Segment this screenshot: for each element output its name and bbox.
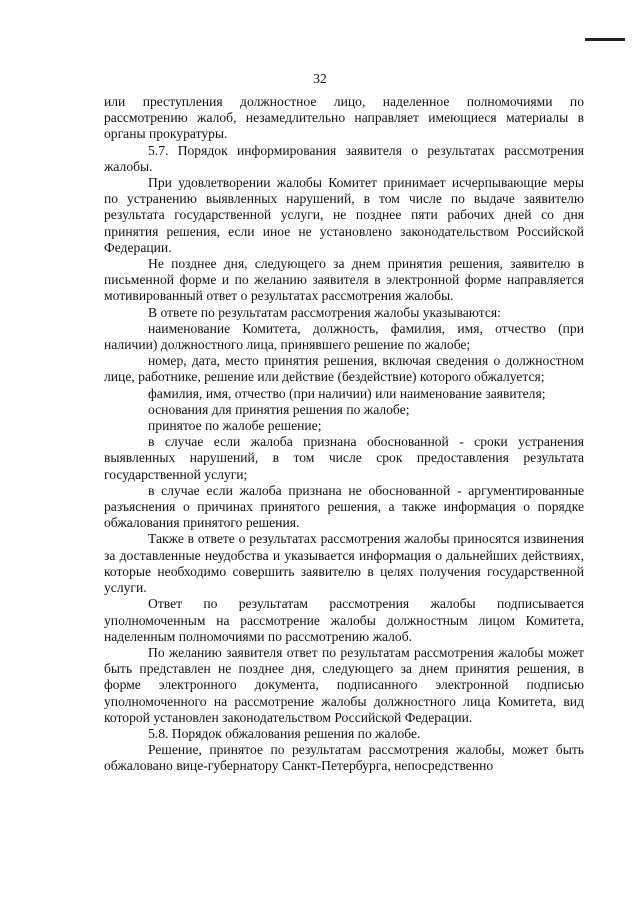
- scan-edge-mark: [585, 38, 625, 41]
- paragraph: Не позднее дня, следующего за днем принятия решения, заявителю в письменной форме и по желанию заявителя в электронной форме направляется мотивированный ответ о результатах рассмотрения жалобы.: [104, 256, 584, 304]
- paragraph: номер, дата, место принятия решения, включая сведения о должностном лице, работнике, решение или действие (бездействие) которого обжалуется;: [104, 353, 584, 385]
- paragraph: в случае если жалоба признана не обоснованной - аргументированные разъяснения о причинах принятого решения, а также информация о порядке обжалования принятого решения.: [104, 482, 584, 531]
- paragraph: в случае если жалоба признана обоснованной - сроки устранения выявленных нарушений, в том числе срок предоставления результата государственной услуги;: [104, 434, 584, 482]
- paragraph: При удовлетворении жалобы Комитет принимает исчерпывающие меры по устранению выявленных нарушений, в том числе по выдаче заявителю результата государственной услуги, не позднее пяти рабочих дней со дня принятия решения, если иное не установлено законодательством Российской Федерации.: [104, 175, 584, 255]
- paragraph: По желанию заявителя ответ по результатам рассмотрения жалобы может быть представлен не позднее дня, следующего за днем принятия решения, в форме электронного документа, подписанного электронной подписью уполномоченного на рассмотрение жалобы должностного лица Комитета, вид которой установлен законодательством Российской Федерации.: [104, 644, 584, 725]
- paragraph: фамилия, имя, отчество (при наличии) или наименование заявителя;: [148, 385, 546, 401]
- paragraph: или преступления должностное лицо, наделенное полномочиями по рассмотрению жалоб, незамедлительно направляет имеющиеся материалы в органы прокуратуры.: [104, 94, 584, 142]
- paragraph: 5.8. Порядок обжалования решения по жалобе.: [148, 725, 421, 741]
- paragraph: Ответ по результатам рассмотрения жалобы подписывается уполномоченным на рассмотрение жалобы должностным лицом Комитета, наделенным полномочиями по рассмотрению жалоб.: [104, 596, 584, 644]
- page-number: 32: [313, 71, 327, 86]
- paragraph: Решение, принятое по результатам рассмотрения жалобы, может быть обжаловано вице-губернатору Санкт-Петербурга, непосредственно: [104, 742, 584, 774]
- paragraph: основания для принятия решения по жалобе;: [148, 401, 410, 417]
- paragraph: В ответе по результатам рассмотрения жалобы указываются:: [148, 304, 501, 320]
- paragraph: Также в ответе о результатах рассмотрения жалобы приносятся извинения за доставленные неудобства и указывается информация о дальнейших действиях, которые необходимо совершить заявителю в целях получения государственной услуги.: [104, 531, 584, 596]
- paragraph: принятое по жалобе решение;: [148, 418, 322, 434]
- paragraph: 5.7. Порядок информирования заявителя о результатах рассмотрения жалобы.: [104, 142, 584, 174]
- paragraph: наименование Комитета, должность, фамилия, имя, отчество (при наличии) должностного лица, принявшего решение по жалобе;: [104, 320, 584, 353]
- document-body: [104, 94, 584, 775]
